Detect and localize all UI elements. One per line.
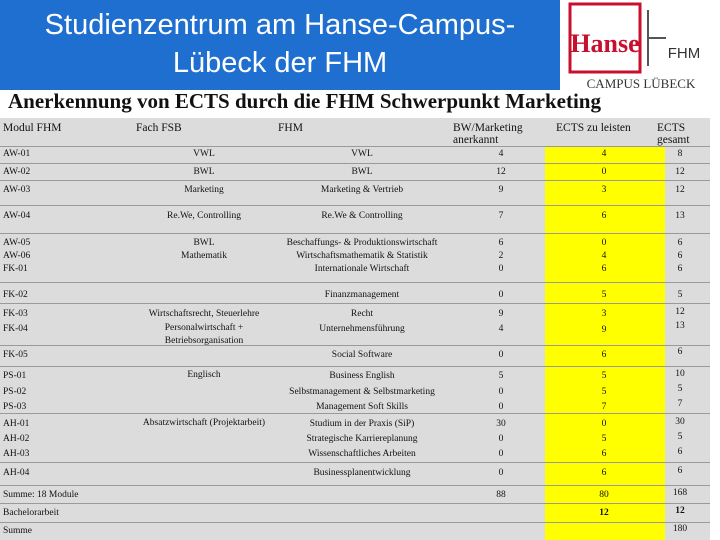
cell-bw-anerkannt: 5 0 0 bbox=[498, 371, 504, 412]
row-divider bbox=[0, 205, 710, 206]
cell-modul: AW-04 bbox=[3, 211, 31, 221]
header-ects-zu-leisten: ECTS zu leisten bbox=[556, 122, 631, 134]
summe-zu-leisten: 80 bbox=[599, 490, 609, 500]
logo-hanse-text: Hanse bbox=[570, 29, 640, 58]
header-ects-gesamt: ECTS gesamt bbox=[657, 122, 690, 146]
cell-fhm: Social Software bbox=[331, 350, 393, 360]
cell-gesamt: 10 5 7 bbox=[675, 369, 685, 409]
cell-fhm: Businessplanentwicklung bbox=[313, 468, 411, 478]
cell-gesamt: 12 bbox=[675, 185, 685, 195]
cell-bw-anerkannt: 4 bbox=[498, 324, 504, 334]
cell-modul: PS-01 PS-02 PS-03 bbox=[3, 371, 27, 412]
row-divider bbox=[0, 180, 710, 181]
logo-campus-text: CAMPUS LÜBECK bbox=[586, 76, 696, 91]
cell-bw-anerkannt: 9 bbox=[498, 185, 504, 195]
header bbox=[0, 0, 720, 96]
cell-zu-leisten: 6 bbox=[601, 350, 607, 360]
cell-gesamt: 8 bbox=[677, 149, 683, 159]
cell-zu-leisten: 9 bbox=[601, 325, 607, 335]
row-divider bbox=[0, 233, 710, 234]
cell-bw-anerkannt: 0 bbox=[498, 468, 504, 478]
cell-fhm: Beschaffungs- & Produktionswirtschaft Wirtschaftsmathematik & Statistik Internationale Wirtschaft bbox=[286, 238, 438, 274]
bachelorarbeit-label: Bachelorarbeit bbox=[3, 508, 59, 518]
cell-fhm: Unternehmensführung bbox=[319, 324, 405, 334]
cell-modul: FK-03 bbox=[3, 309, 28, 319]
cell-gesamt: 13 bbox=[675, 321, 685, 331]
cell-bw-anerkannt: 6 2 0 bbox=[498, 238, 504, 274]
cell-fach-fsb: Englisch bbox=[187, 370, 221, 380]
header-fach-fsb: Fach FSB bbox=[136, 122, 182, 134]
cell-modul: AW-03 bbox=[3, 185, 31, 195]
bachelorarbeit-zu-leisten: 12 bbox=[599, 508, 609, 518]
cell-fach-fsb: BWL bbox=[193, 167, 215, 177]
cell-bw-anerkannt: 7 bbox=[498, 211, 504, 221]
cell-gesamt: 13 bbox=[675, 211, 685, 221]
cell-fhm: BWL bbox=[351, 167, 373, 177]
cell-fhm: Recht bbox=[350, 309, 374, 319]
summe-module-label: Summe: 18 Module bbox=[3, 490, 79, 500]
cell-modul: FK-04 bbox=[3, 324, 28, 334]
cell-modul: AH-01 AH-02 AH-03 bbox=[3, 419, 30, 459]
row-divider bbox=[0, 503, 710, 504]
summe-bw-anerkannt: 88 bbox=[496, 490, 506, 500]
cell-gesamt: 12 bbox=[675, 307, 685, 317]
cell-bw-anerkannt: 0 bbox=[498, 350, 504, 360]
cell-bw-anerkannt: 9 bbox=[498, 309, 504, 319]
cell-zu-leisten: 3 bbox=[601, 309, 607, 319]
cell-gesamt: 6 bbox=[677, 347, 683, 357]
header-fhm: FHM bbox=[278, 122, 303, 134]
cell-fach-fsb: Personalwirtschaft + Betriebsorganisation bbox=[164, 323, 244, 346]
cell-modul: FK-05 bbox=[3, 350, 28, 360]
row-divider bbox=[0, 345, 710, 346]
summe-total: 180 bbox=[672, 524, 688, 534]
cell-fach-fsb: VWL bbox=[193, 149, 215, 159]
cell-fach-fsb: Wirtschaftsrecht, Steuerlehre bbox=[148, 309, 260, 319]
cell-modul: AW-01 bbox=[3, 149, 31, 159]
cell-zu-leisten: 3 bbox=[601, 185, 607, 195]
cell-bw-anerkannt: 30 0 0 bbox=[496, 419, 506, 459]
cell-fhm: Business English Selbstmanagement & Selbstmarketing Management Soft Skills bbox=[289, 371, 435, 412]
title-line-2: Lübeck der FHM bbox=[172, 47, 388, 79]
cell-fach-fsb: BWL Mathematik bbox=[181, 238, 227, 261]
cell-zu-leisten: 6 bbox=[601, 211, 607, 221]
cell-modul: AW-05 AW-06 FK-01 bbox=[3, 238, 31, 274]
cell-modul: AW-02 bbox=[3, 167, 31, 177]
row-divider bbox=[0, 146, 710, 147]
cell-gesamt: 6 bbox=[677, 466, 683, 476]
cell-fhm: VWL bbox=[351, 149, 373, 159]
cell-fhm: Finanzmanagement bbox=[324, 290, 400, 300]
cell-gesamt: 5 bbox=[677, 290, 683, 300]
logo-fhm-text: FHM bbox=[667, 45, 701, 62]
cell-modul: FK-02 bbox=[3, 290, 28, 300]
hanse-fhm-logo-graphic bbox=[562, 0, 720, 96]
cell-gesamt: 6 6 6 bbox=[677, 238, 683, 274]
row-divider bbox=[0, 485, 710, 486]
cell-bw-anerkannt: 12 bbox=[496, 167, 506, 177]
page-title bbox=[0, 6, 560, 82]
summe-gesamt: 168 bbox=[672, 488, 688, 498]
row-divider bbox=[0, 522, 710, 523]
cell-fhm: Marketing & Vertrieb bbox=[320, 185, 404, 195]
row-divider bbox=[0, 462, 710, 463]
row-divider bbox=[0, 163, 710, 164]
bachelorarbeit-gesamt: 12 bbox=[675, 506, 685, 516]
cell-zu-leisten: 0 4 6 bbox=[601, 238, 607, 274]
cell-bw-anerkannt: 0 bbox=[498, 290, 504, 300]
cell-zu-leisten: 5 bbox=[601, 290, 607, 300]
header-modul-fhm: Modul FHM bbox=[3, 122, 62, 134]
cell-fach-fsb: Absatzwirtschaft (Projektarbeit) bbox=[142, 418, 266, 428]
campus-logo bbox=[562, 0, 720, 96]
cell-zu-leisten: 0 5 6 bbox=[601, 419, 607, 459]
cell-fhm: Re.We & Controlling bbox=[321, 211, 403, 221]
row-divider bbox=[0, 282, 710, 283]
summe-label: Summe bbox=[3, 526, 33, 536]
row-divider bbox=[0, 303, 710, 304]
cell-fhm: Studium in der Praxis (SiP) Strategische Karriereplanung Wissenschaftliches Arbeiten bbox=[306, 419, 418, 459]
cell-zu-leisten: 0 bbox=[601, 167, 607, 177]
cell-zu-leisten: 5 5 7 bbox=[601, 371, 607, 412]
cell-zu-leisten: 4 bbox=[601, 149, 607, 159]
cell-fach-fsb: Marketing bbox=[184, 185, 224, 195]
cell-zu-leisten: 6 bbox=[601, 468, 607, 478]
title-line-1: Studienzentrum am Hanse-Campus- bbox=[44, 9, 516, 41]
page-subtitle: Anerkennung von ECTS durch die FHM Schwerpunkt Marketing bbox=[8, 89, 601, 113]
cell-modul: AH-04 bbox=[3, 468, 30, 478]
header-bw-marketing-anerkannt: BW/Marketing anerkannt bbox=[453, 122, 523, 146]
cell-gesamt: 12 bbox=[675, 167, 685, 177]
cell-fach-fsb: Re.We, Controlling bbox=[167, 211, 241, 221]
cell-gesamt: 30 5 6 bbox=[675, 417, 685, 457]
row-divider bbox=[0, 366, 710, 367]
cell-bw-anerkannt: 4 bbox=[498, 149, 504, 159]
